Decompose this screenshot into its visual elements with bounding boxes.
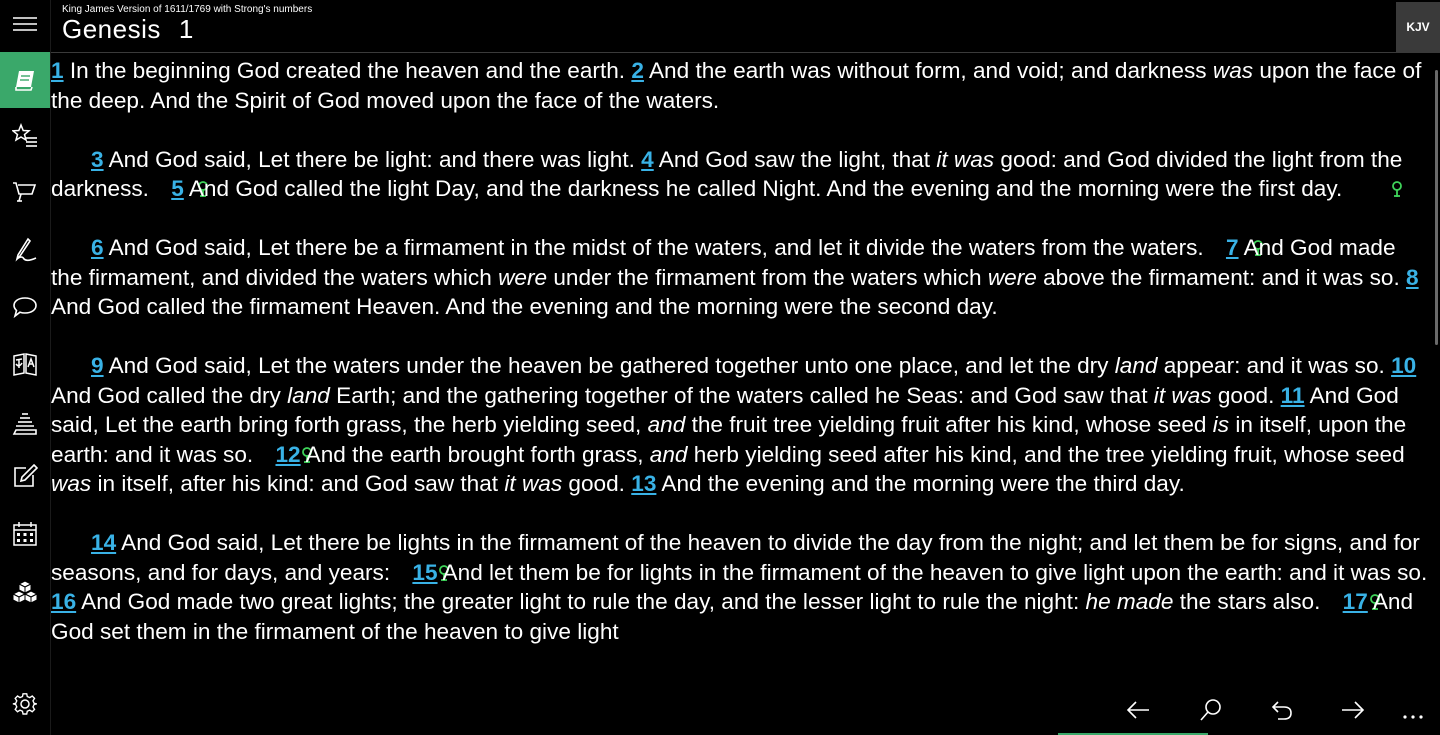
version-subtitle: King James Version of 1611/1769 with Strong's numbers xyxy=(62,4,313,15)
notes-nav-button[interactable] xyxy=(0,228,50,272)
more-icon xyxy=(1400,697,1426,723)
verse-text: under the firmament from the waters which xyxy=(547,264,988,290)
calendar-nav-button[interactable] xyxy=(0,512,50,556)
book-icon xyxy=(12,67,38,93)
comments-nav-button[interactable] xyxy=(0,285,50,329)
hamburger-icon xyxy=(12,11,38,37)
cross-reference-icon[interactable] xyxy=(396,560,412,578)
speech-bubble-icon xyxy=(12,294,38,320)
verse-text: In the beginning God created the heaven and the earth. xyxy=(63,58,632,83)
verse-number-17[interactable]: 17 xyxy=(1342,589,1368,614)
verse-text: And God called the dry xyxy=(51,382,288,408)
verse-number-15[interactable]: 15 xyxy=(412,559,438,585)
undo-button[interactable] xyxy=(1261,691,1301,729)
version-button[interactable]: KJV xyxy=(1396,2,1440,52)
verse-text: And the earth brought forth grass, xyxy=(300,441,650,467)
undo-icon xyxy=(1268,697,1294,723)
verse-number-6[interactable]: 6 xyxy=(91,235,104,260)
arrow-left-icon xyxy=(1125,697,1151,723)
store-nav-button[interactable] xyxy=(0,170,50,214)
verse-text: the stars also. xyxy=(1173,589,1327,614)
settings-nav-button[interactable] xyxy=(0,682,50,726)
more-button[interactable] xyxy=(1393,691,1433,729)
paragraph xyxy=(51,56,1429,115)
verse-text: And God called the firmament Heaven. And the evening and the morning were the second day. xyxy=(51,294,998,319)
pencil-square-icon xyxy=(12,463,38,489)
resources-nav-button[interactable] xyxy=(0,570,50,614)
translation-book-icon xyxy=(12,351,38,377)
verse-text: appear: and it was so. xyxy=(1157,353,1392,378)
hamburger-menu-button[interactable] xyxy=(0,2,50,46)
verse-text: And God called the light Day, and the darkness he called Night. And the evening and the morning were the first day. xyxy=(183,176,1349,201)
italic-text: was xyxy=(51,471,92,496)
paragraph xyxy=(51,145,1429,204)
italic-text: were xyxy=(987,264,1037,290)
cart-icon xyxy=(12,179,38,205)
verse-text: And God said, Let there be lights in the firmament of the heaven to divide the day from the night; and let them be for signs, and for seasons, and for days, and years: xyxy=(51,530,1420,585)
italic-text: land xyxy=(1114,353,1158,378)
chapter-header xyxy=(51,0,1440,53)
verse-text: And the earth was without form, and void; and darkness xyxy=(643,58,1213,83)
paragraph xyxy=(51,528,1429,646)
italic-text: was xyxy=(1212,58,1254,83)
verse-text: And God said, Let the waters under the heaven be gathered together unto one place, and let the dry xyxy=(103,353,1115,378)
verse-number-11[interactable]: 11 xyxy=(1280,382,1305,408)
italic-text: is xyxy=(1212,412,1230,437)
verse-text: in itself, after his kind: and God saw that xyxy=(91,471,505,496)
paragraph xyxy=(51,233,1429,322)
verse-text: And God said, Let there be light: and there was light. xyxy=(103,146,642,172)
verse-text: Earth; and the gathering together of the waters called he Seas: and God saw that xyxy=(329,382,1154,408)
stacked-lines-icon xyxy=(12,411,38,437)
cross-reference-icon[interactable] xyxy=(155,176,171,194)
verse-number-5[interactable]: 5 xyxy=(171,176,184,201)
verse-text: herb yielding seed after his kind, and the tree yielding fruit, whose seed xyxy=(687,441,1405,467)
verse-number-1[interactable]: 1 xyxy=(51,58,64,83)
verse-number-14[interactable]: 14 xyxy=(91,530,117,555)
verse-text: above the firmament: and it was so. xyxy=(1036,264,1407,290)
verse-text: good. xyxy=(1211,382,1281,408)
dictionary-nav-button[interactable] xyxy=(0,342,50,386)
cross-reference-icon[interactable] xyxy=(1349,176,1365,194)
verse-text: And God set them in the firmament of the heaven to give light xyxy=(51,589,1414,644)
verse-number-9[interactable]: 9 xyxy=(91,353,104,378)
scrollbar[interactable] xyxy=(1435,70,1438,345)
italic-text: land xyxy=(287,382,330,408)
verse-number-12[interactable]: 12 xyxy=(275,441,301,467)
arrow-right-icon xyxy=(1340,697,1366,723)
verse-number-16[interactable]: 16 xyxy=(51,589,77,614)
verse-text: And God made the firmament, and divided the waters which xyxy=(51,235,1396,290)
verse-number-4[interactable]: 4 xyxy=(641,146,654,172)
sidebar xyxy=(0,0,51,735)
cross-reference-icon[interactable] xyxy=(259,442,275,460)
verse-text: And God made two great lights; the greater light to rule the day, and the lesser light to rule the night: xyxy=(76,589,1086,614)
italic-text: he made xyxy=(1085,589,1174,614)
book-name[interactable]: Genesis xyxy=(62,14,161,44)
verse-number-2[interactable]: 2 xyxy=(631,58,644,83)
verse-text: upon the face of the deep. And the Spirit of God moved upon the face of the waters. xyxy=(51,58,1422,113)
verse-text: And God said, Let there be a firmament in the midst of the waters, and let it divide the waters from the waters. xyxy=(103,235,1210,260)
bottom-toolbar xyxy=(51,685,1440,735)
verse-number-3[interactable]: 3 xyxy=(91,146,104,172)
favorites-nav-button[interactable] xyxy=(0,114,50,158)
verse-number-7[interactable]: 7 xyxy=(1225,235,1239,260)
verse-text: good: and God divided the light from the darkness. xyxy=(51,146,1403,201)
forward-button[interactable] xyxy=(1333,691,1373,729)
verse-text: And the evening and the morning were the third day. xyxy=(656,471,1185,496)
cross-reference-icon[interactable] xyxy=(1210,235,1226,253)
chapter-title[interactable] xyxy=(62,14,194,45)
search-icon xyxy=(1198,697,1224,723)
verse-text: And God saw the light, that xyxy=(653,146,937,172)
calendar-icon xyxy=(12,521,38,547)
reading-plan-nav-button[interactable] xyxy=(0,402,50,446)
edit-nav-button[interactable] xyxy=(0,454,50,498)
italic-text: and xyxy=(647,412,686,437)
star-list-icon xyxy=(12,123,38,149)
verse-text: in itself, upon the earth: and it was so. xyxy=(51,412,1407,467)
gear-icon xyxy=(12,691,38,717)
search-button[interactable] xyxy=(1191,691,1231,729)
italic-text: were xyxy=(498,264,548,290)
bible-nav-button[interactable] xyxy=(0,52,50,108)
italic-text: and xyxy=(649,441,688,467)
cubes-icon xyxy=(12,579,38,605)
italic-text: it was xyxy=(504,471,563,496)
verse-text: good. xyxy=(562,471,632,496)
verse-text: And let them be for lights in the firmament of the heaven to give light upon the earth: and it was so. xyxy=(437,559,1428,585)
verse-number-10[interactable]: 10 xyxy=(1391,353,1417,378)
signature-icon xyxy=(12,237,38,263)
verse-number-13[interactable]: 13 xyxy=(631,471,657,496)
back-button[interactable] xyxy=(1118,691,1158,729)
cross-reference-icon[interactable] xyxy=(1327,589,1343,607)
verse-text: And God said, Let the earth bring forth grass, the herb yielding seed, xyxy=(51,382,1399,437)
bible-text xyxy=(51,56,1429,735)
paragraph xyxy=(51,351,1429,499)
verse-number-8[interactable]: 8 xyxy=(1406,264,1419,290)
chapter-number[interactable]: 1 xyxy=(178,14,194,44)
italic-text: it was xyxy=(1153,382,1212,408)
italic-text: it was xyxy=(936,146,995,172)
verse-text: the fruit tree yielding fruit after his kind, whose seed xyxy=(685,412,1213,437)
